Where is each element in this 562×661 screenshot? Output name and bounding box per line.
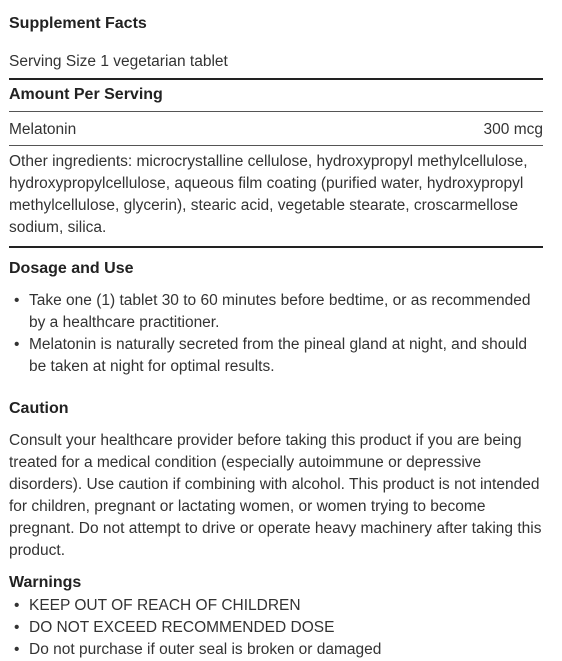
other-ingredients: Other ingredients: microcrystalline cellulose, hydroxypropyl methylcellulose, hydroxypropylcellulose, aqueous film coating (purified water, hydroxypropyl methylcellulose, glycerin), stearic acid, vegetable stearate, croscarmellose sodium, silica. xyxy=(9,153,528,236)
amount-per-serving-heading: Amount Per Serving xyxy=(9,86,163,103)
list-item: • KEEP OUT OF REACH OF CHILDREN xyxy=(9,595,543,617)
nutrient-row xyxy=(9,119,543,141)
caution-heading: Caution xyxy=(9,400,69,417)
list-item: • Take one (1) tablet 30 to 60 minutes before bedtime, or as recommended by a healthcare practitioner. xyxy=(9,290,543,334)
serving-size: Serving Size 1 vegetarian tablet xyxy=(9,53,228,70)
nutrient-amount: 300 mcg xyxy=(483,121,543,138)
list-item: • DO NOT EXCEED RECOMMENDED DOSE xyxy=(9,617,543,639)
warnings-list xyxy=(9,595,543,661)
caution-text: Consult your healthcare provider before taking this product if you are being treated for a medical condition (especially autoimmune or depressive disorders). Use caution if combining with alcohol. This product is not intended for children, pregnant or lactating women, or women trying to become pregnant. Do not attempt to drive or operate heavy machinery after taking this product. xyxy=(9,432,542,559)
supplement-facts-title: Supplement Facts xyxy=(9,15,147,32)
nutrient-name: Melatonin xyxy=(9,121,77,138)
dosage-list xyxy=(9,290,543,378)
warnings-heading: Warnings xyxy=(9,574,82,591)
dosage-heading: Dosage and Use xyxy=(9,260,134,277)
list-item: • Melatonin is naturally secreted from the pineal gland at night, and should be taken at night for optimal results. xyxy=(9,334,543,378)
divider xyxy=(9,78,543,80)
divider xyxy=(9,145,543,146)
list-item: • Do not purchase if outer seal is broken or damaged xyxy=(9,639,543,661)
divider xyxy=(9,111,543,112)
divider xyxy=(9,246,543,248)
